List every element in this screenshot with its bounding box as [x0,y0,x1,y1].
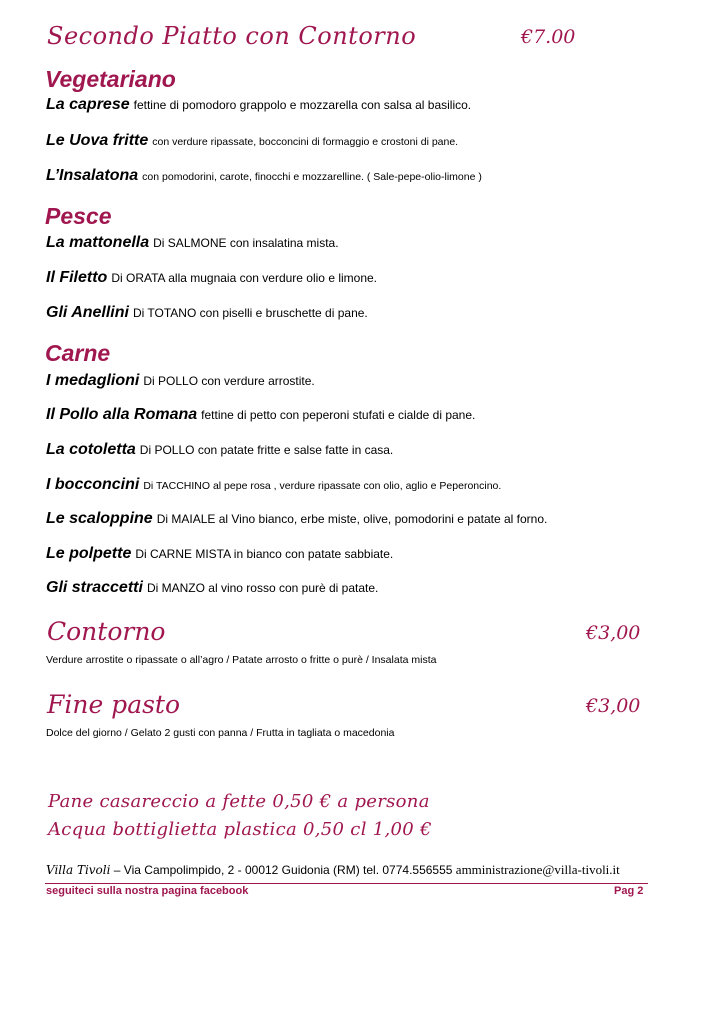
section-description-contorno: Verdure arrostite o ripassate o all’agro / Patate arrosto o fritte o purè / Insalata mista [46,654,437,666]
footer-address: – Via Campolimpido, 2 - 00012 Guidonia (RM) tel. 0774.556555 [110,863,456,877]
dish-description: Di MANZO al vino rosso con purè di patate. [146,581,379,595]
dish-description: Di MAIALE al Vino bianco, erbe miste, olive, pomodorini e patate al forno. [156,512,548,526]
dish-mattonella [46,234,339,252]
section-title-fine-pasto: Fine pasto [47,690,181,719]
dish-name: Il Filetto [46,269,108,286]
dish-description: Di TOTANO con piselli e bruschette di pane. [132,306,368,320]
dish-scaloppine [46,510,547,528]
section-price-secondo: €7.00 [521,26,576,48]
facebook-link[interactable]: seguiteci sulla nostra pagina facebook [46,885,249,897]
dish-name: Gli Anellini [46,304,129,321]
dish-filetto [46,269,377,287]
dish-insalatona [46,167,482,185]
dish-name: Il Pollo alla Romana [46,406,198,423]
dish-description: con pomodorini, carote, finocchi e mozzarelline. ( Sale-pepe-olio-limone ) [142,171,482,183]
dish-description: fettine di pomodoro grappolo e mozzarella con salsa al basilico. [133,98,472,112]
dish-description: Di POLLO con verdure arrostite. [143,374,315,388]
section-title-secondo: Secondo Piatto con Contorno [47,22,417,50]
note-pane: Pane casareccio a fette 0,50 € a persona [48,791,430,812]
dish-cotoletta [46,441,393,459]
footer-contact [46,862,620,878]
dish-name: I bocconcini [46,476,140,493]
dish-description: Di SALMONE con insalatina mista. [153,236,339,250]
dish-bocconcini [46,476,501,494]
dish-description: Di POLLO con patate fritte e salse fatte in casa. [139,443,394,457]
footer-email[interactable]: amministrazione@villa-tivoli.it [455,862,620,877]
category-pesce: Pesce [45,203,112,229]
dish-name: Le polpette [46,545,132,562]
dish-name: La cotoletta [46,441,136,458]
dish-description: Di TACCHINO al pepe rosa , verdure ripassate con olio, aglio e Peperoncino. [143,480,502,492]
note-acqua: Acqua bottiglietta plastica 0,50 cl 1,00 € [48,819,432,840]
section-price-fine-pasto: €3,00 [586,695,641,717]
dish-description: Di CARNE MISTA in bianco con patate sabbiate. [135,547,394,561]
brand-name: Villa Tivoli [46,863,111,877]
dish-description: con verdure ripassate, bocconcini di formaggio e crostoni di pane. [152,136,459,148]
section-description-fine-pasto: Dolce del giorno / Gelato 2 gusti con panna / Frutta in tagliata o macedonia [46,727,395,739]
page-number: Pag 2 [614,885,644,897]
dish-pollo-romana [46,406,475,424]
dish-name: L’Insalatona [46,167,139,184]
section-title-contorno: Contorno [47,617,166,646]
category-vegetariano: Vegetariano [45,66,176,92]
dish-name: Gli straccetti [46,579,143,596]
dish-description: fettine di petto con peperoni stufati e cialde di pane. [201,408,476,422]
dish-medaglioni [46,372,315,390]
section-price-contorno: €3,00 [586,622,641,644]
dish-anellini [46,304,368,322]
dish-name: Le scaloppine [46,510,153,527]
category-carne: Carne [45,340,111,366]
dish-polpette [46,545,393,563]
dish-name: Le Uova fritte [46,132,149,149]
dish-name: La mattonella [46,234,150,251]
dish-name: La caprese [46,96,130,113]
dish-uova-fritte [46,132,458,150]
dish-straccetti [46,579,378,597]
dish-name: I medaglioni [46,372,140,389]
dish-caprese [46,96,471,114]
dish-description: Di ORATA alla mugnaia con verdure olio e limone. [111,271,378,285]
footer-divider [45,883,648,884]
